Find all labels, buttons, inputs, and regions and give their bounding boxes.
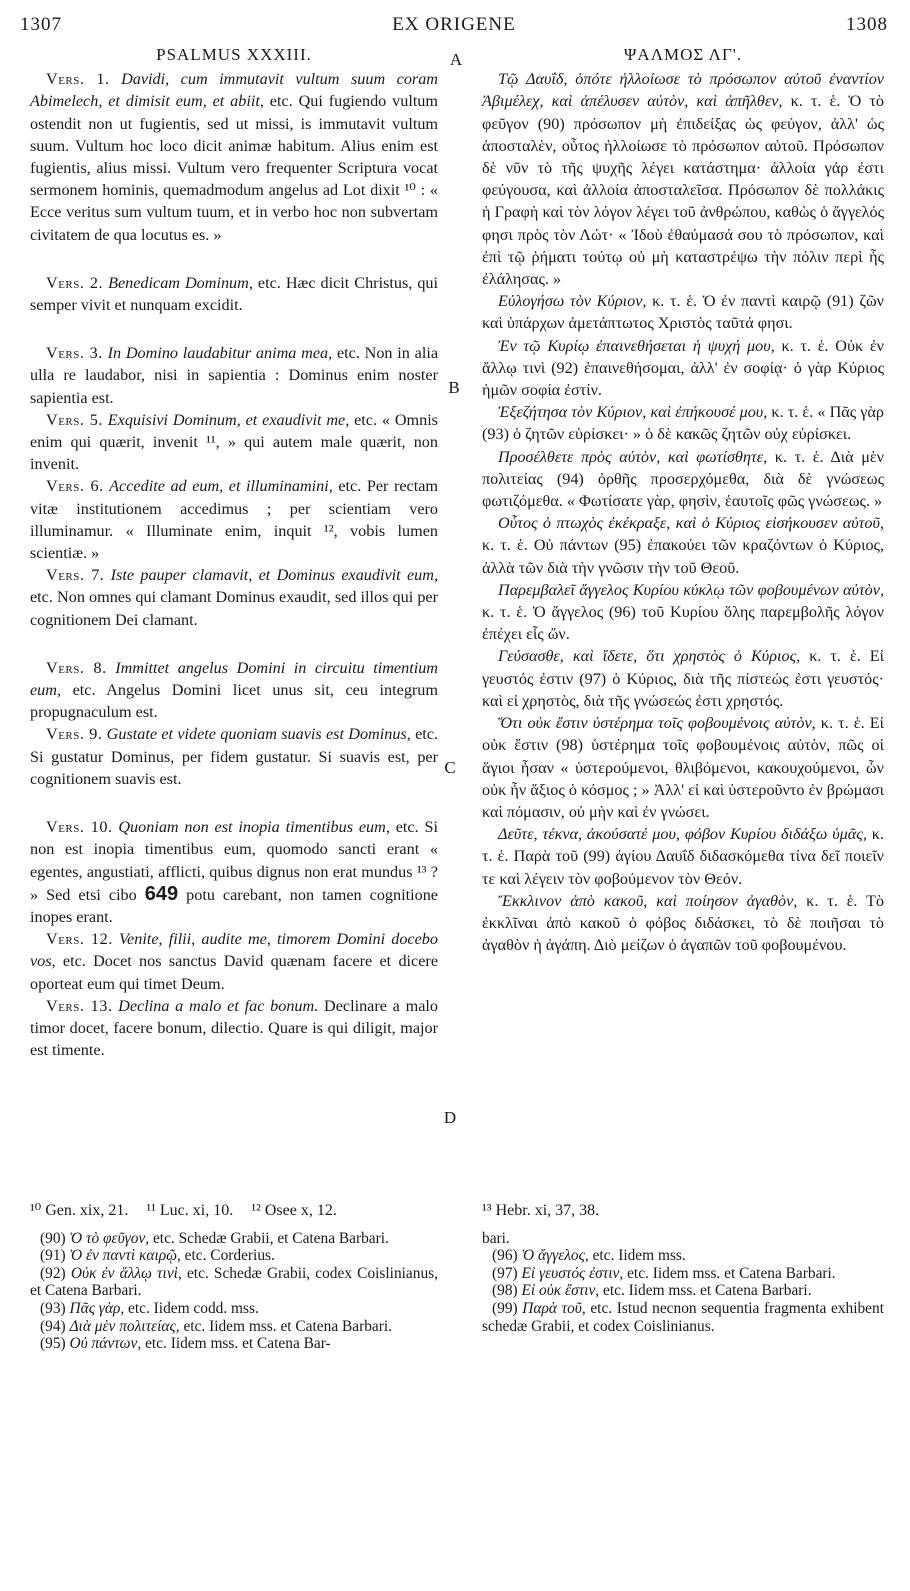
scripture-ref: ¹¹ Luc. xi, 10.: [146, 1202, 234, 1219]
footnote-text: etc. Corderius.: [180, 1247, 275, 1265]
footnote-text: etc. Iidem mss. et Catena Barbari.: [179, 1317, 392, 1335]
greek-paragraph: [482, 823, 884, 890]
verse-lemma: Davidi, cum immutavit vultum suum coram Abimelech, et dimisit eum, et abiit,: [30, 70, 439, 111]
commentary-text: potu carebant, non tamen cognitione inopes erant.: [30, 885, 438, 926]
verse-lemma: Venite, filii, audite me, timorem Domini docebo vos,: [30, 930, 438, 971]
footnote-number: (97): [492, 1264, 518, 1282]
footnote-text: etc. Iidem mss.: [588, 1247, 686, 1265]
verse-lemma: Ἐν τῷ Κυρίῳ ἐπαινεθήσεται ἡ ψυχή μου,: [498, 336, 775, 355]
commentary-text: etc. Qui fugiendo vultum ostendit non ut fugientis, sed ut missi, is immutavit vultum suum. Vultum hoc loco dicit animæ habitum. Alius enim est fugientis, alius missi. Vultum vero frequenter Scriptura vocat sermonem hominis, quemadmodum angelus ad Lot dixit ¹⁰ : « Ecce veritus sum vultum tuum, et in verbo hoc non subvertam civitatem de qua locutus es. »: [30, 92, 438, 244]
verse-lemma: In Domino laudabitur anima mea,: [107, 344, 333, 363]
footnote: [482, 1282, 884, 1300]
verse-lemma: Ὅτι οὐκ ἔστιν ὑστέρημα τοῖς φοβουμένοις αὐτὸν,: [498, 714, 816, 733]
commentary-text: etc. « Omnis enim qui quærit, invenit ¹¹, » qui autem male quærit, non invenit.: [30, 410, 438, 474]
latin-paragraph: [30, 928, 438, 995]
greek-paragraph: [482, 890, 884, 957]
footnote: [30, 1247, 438, 1265]
footnote-lemma: Ὁ ἐν παντὶ καιρῷ,: [69, 1247, 181, 1265]
commentary-text: etc. Non in alia ulla re laudabor, nisi in sapientia : Dominus enim noster sapientia est.: [30, 344, 439, 407]
commentary-text: κ. τ. ἑ. Ὁ ἄγγελος (96) τοῦ Κυρίου ὅλης παρεμβολῆς λόγον ἐπέχει εἷς ὤν.: [482, 603, 884, 644]
footnote-lemma: Ὁ ἄγγελος,: [521, 1247, 589, 1265]
running-title: EX ORIGENE: [392, 14, 516, 35]
footnote-lemma: Διὰ μὲν πολιτείας,: [69, 1317, 180, 1335]
latin-paragraph: [30, 68, 438, 246]
footnote-text: etc. Iidem mss. et Catena Bar-: [141, 1335, 331, 1353]
commentary-text: etc. Docet nos sanctus David quænam facere et dicere oporteat eum qui timet Deum.: [30, 952, 438, 993]
footnote: [30, 1318, 438, 1336]
verse-lemma: Δεῦτε, τέκνα, ἀκούσατέ μου, φόβον Κυρίου διδάξω ὑμᾶς,: [498, 825, 867, 844]
footnote: [30, 1230, 438, 1248]
footnote-text: etc. Istud necnon sequentia fragmenta exhibent schedæ Grabii, et codex Coislinianus.: [482, 1299, 884, 1335]
verse-lemma: Benedicam Dominum,: [108, 273, 253, 292]
greek-paragraph: [482, 512, 884, 579]
greek-paragraph: [482, 401, 884, 445]
verse-lemma: Οὗτος ὁ πτωχὸς ἐκέκραξε, καὶ ὁ Κύριος εἰσήκουσεν αὐτοῦ,: [498, 514, 884, 533]
verse-lemma: Γεύσασθε, καὶ ἴδετε, ὅτι χρηστὸς ὁ Κύριος,: [498, 647, 801, 666]
commentary-text: etc. Non omnes qui clamant Dominus exaudit, sed illos qui per cognitionem Dei clamant.: [30, 588, 438, 629]
commentary-text: etc. Per rectam vitæ institutionem accedimus ; per scientiam vero illuminamur. « Illuminate enim, inquit ¹², vobis lumen scientiæ. »: [30, 477, 438, 563]
footnote-number: (96): [492, 1247, 518, 1265]
latin-paragraph: [30, 816, 438, 928]
verse-label: Vers. 3.: [46, 344, 103, 363]
footnote: [482, 1265, 884, 1283]
footnote-number: (90): [40, 1229, 66, 1247]
commentary-text: κ. τ. ἑ. Εἰ οὐκ ἔστιν (98) ὑστέρημα τοῖς φοβουμένοις αὐτὸν, πῶς οἱ ἅγιοι ἦσαν « ὑστερούμενοι, θλιβόμενοι, κακουχούμενοι, ὧν οὐκ ἦν ἄξιος ὁ κόσμος ; » Ἀλλ' εἰ καὶ ὑστεροῦντο ἐν βρώμασι καὶ πόμασιν, οὐ μὴν καὶ ἐν γνώσει.: [482, 714, 884, 821]
page-number-right: 1308: [846, 14, 888, 35]
footnote: [30, 1335, 438, 1353]
footnotes-left: [30, 1202, 438, 1353]
latin-paragraph: [30, 342, 438, 409]
footnote-lemma: Εἰ γευστός ἐστιν,: [521, 1264, 624, 1282]
verse-label: Vers. 1.: [46, 70, 110, 89]
commentary-text: etc. Si non est inopia timentibus eum, quomodo sancti erant « egentes, angustiati, afflicti, quibus dignus non erat mundus ¹³ ? » Sed etsi cibo: [30, 818, 439, 904]
scripture-refs: [30, 1202, 438, 1220]
latin-paragraph: [30, 723, 438, 790]
scripture-ref: ¹³ Hebr. xi, 37, 38.: [482, 1202, 600, 1219]
footnote-number: (95): [40, 1335, 66, 1353]
verse-lemma: Εὐλογήσω τὸν Κύριον,: [498, 292, 647, 311]
footnote: [30, 1265, 438, 1300]
footnote-number: (99): [492, 1299, 518, 1317]
greek-paragraph: [482, 712, 884, 823]
commentary-text: κ. τ. ἑ. Εἰ γευστός ἐστιν (97) ὁ Κύριος, διὰ τῆς πίστεώς ἐστι γευστός· καὶ εἰ χρηστὸς, διὰ τῆς γνώσεώς ἐστι χρηστός.: [482, 647, 884, 710]
commentary-text: κ. τ. ἑ. Διὰ μὲν πολιτείας (94) ὀρθῆς προσερχόμεθα, διὰ δὲ γνώσεως φωτιζόμεθα. « Φωτίσατε γὰρ, φησὶν, ἑαυτοῖς φῶς γνώσεως. »: [482, 447, 885, 511]
greek-paragraph: [482, 335, 884, 402]
commentary-text: etc. Si gustatur Dominus, per fidem gustatur. Si suavis est, per cognitionem suavis est.: [30, 725, 438, 788]
commentary-text: etc. Hæc dicit Christus, qui semper vivit et nunquam excidit.: [30, 273, 439, 315]
commentary-text: κ. τ. ἑ. Οὐκ ἐν ἄλλῳ τινὶ (92) ἐπαινεθήσομαι, ἀλλ' ἐν σοφίᾳ· ὁ γὰρ Κύριος ἡμῶν σοφία ἐστίν.: [482, 336, 884, 400]
commentary-text: κ. τ. ἑ. Παρὰ τοῦ (99) ἁγίου Δαυΐδ διδασκόμεθα τίνα δεῖ ποιεῖν τε καὶ λέγειν τὸν φοβούμενον τὸν Θεόν.: [482, 825, 884, 888]
greek-column: [482, 44, 884, 956]
verse-lemma: Παρεμβαλεῖ ἄγγελος Κυρίου κύκλῳ τῶν φοβουμένων αὐτὸν,: [498, 580, 884, 599]
footnote: [482, 1300, 884, 1335]
footnote-text: etc. Iidem mss. et Catena Barbari.: [599, 1282, 812, 1300]
verse-label: Vers. 12.: [46, 930, 113, 949]
verse-lemma: Exquisivi Dominum, et exaudivit me,: [107, 410, 350, 429]
verse-lemma: Accedite ad eum, et illuminamini,: [109, 477, 333, 496]
verse-label: Vers. 7.: [46, 566, 105, 585]
scripture-refs: [482, 1202, 884, 1220]
greek-paragraph: [482, 446, 884, 513]
verse-label: Vers. 13.: [46, 996, 113, 1015]
verse-lemma: Immittet angelus Domini in circuitu timentium eum,: [30, 658, 438, 700]
verse-lemma: Iste pauper clamavit, et Dominus exaudivit eum,: [110, 566, 438, 585]
footnote-lemma: Εἰ οὐκ ἔστιν,: [521, 1282, 600, 1300]
verse-lemma: Ἔκκλινον ἀπὸ κακοῦ, καὶ ποίησον ἀγαθὸν,: [498, 891, 798, 910]
verse-label: Vers. 6.: [46, 477, 104, 496]
scripture-ref: ¹⁰ Gen. xix, 21.: [30, 1202, 129, 1219]
footnote-text: etc. Iidem mss. et Catena Barbari.: [623, 1264, 836, 1282]
footnote-text: bari.: [482, 1229, 510, 1247]
page-number-left: 1307: [20, 14, 62, 35]
footnote-number: (94): [40, 1317, 66, 1335]
commentary-text: etc. Angelus Domini licet unus sit, ceu integrum propugnaculum est.: [30, 681, 438, 722]
latin-paragraph: [30, 475, 438, 564]
footnote-lemma: Ὁ τὸ φεῦγον,: [69, 1229, 150, 1247]
latin-paragraph: [30, 409, 438, 476]
commentary-text: κ. τ. ἑ. Ὁ ἐν παντὶ καιρῷ (91) ζῶν καὶ ὑπάρχων ἀμετάπτωτος Χριστὸς ταῦτά φησι.: [482, 292, 884, 333]
footnote: [482, 1247, 884, 1265]
greek-paragraph: [482, 290, 884, 334]
commentary-text: κ. τ. ἑ. Οὐ πάντων (95) ἐπακούει τῶν κραζόντων ὁ Κύριος, ἀλλὰ τῶν διὰ τὴν γνῶσιν τὴν τοῦ Θεοῦ.: [482, 536, 884, 577]
verse-label: Vers. 10.: [46, 818, 113, 837]
latin-paragraph: [30, 272, 438, 316]
footnote-lemma: Οὐ πάντων,: [69, 1335, 142, 1353]
verse-lemma: Quoniam non est inopia timentibus eum,: [118, 818, 390, 837]
footnote-number: (92): [40, 1264, 66, 1282]
verse-lemma: Ἐξεζήτησα τὸν Κύριον, καὶ ἐπήκουσέ μου,: [498, 403, 768, 422]
commentary-text: κ. τ. ἑ. Τὸ ἐκκλῖναι ἀπὸ κακοῦ ὁ φόβος διδάσκει, τὸ δὲ ποιῆσαι τὸ ἀγαθὸν ἡ ἀγάπη. Διὸ μείζων ὁ ἀγαπῶν τοῦ φοβουμένου.: [482, 891, 884, 955]
greek-paragraph: [482, 645, 884, 712]
commentary-text: κ. τ. ἑ. Ὁ τὸ φεῦγον (90) πρόσωπον μὴ ἐπιδείξας ὡς φεύγον, ἀλλ' ὡς ἀποσταλὲν, οὗτος ἠλλοίωσε τὸ πρόσωπον αὐτοῦ. Πρόσωπον δὲ νῦν τὸ τῆς ψυχῆς λέγει κατάστημα· ἀλλοία γάρ ἐστι φεύγουσα, καὶ ἀλλοία ἀποσταλεῖσα. Πρόσωπον δὲ πολλάκις ἡ Γραφὴ καὶ τὸν λόγον λέγει τοῦ ἀνθρώπου, καθὼς ὁ ἄγγελός φησι πρὸς τὸν Λώτ· « Ἰδοὺ ἐθαύμασά σου τὸ πρόσωπον, καὶ ἐπὶ τῷ ῥήματι τούτῳ οὐ μὴ καταστρέψω τὴν πόλιν περὶ ἧς ἐλάλησας. »: [482, 92, 884, 289]
latin-paragraph: [30, 657, 438, 724]
verse-label: Vers. 9.: [46, 725, 103, 744]
footnote-number: (91): [40, 1247, 66, 1265]
footnote-lemma: Παρὰ τοῦ,: [522, 1299, 586, 1317]
footnote-lemma: Οὐκ ἐν ἄλλῳ τινὶ,: [70, 1264, 182, 1282]
footnote: [30, 1300, 438, 1318]
verse-lemma: Προσέλθετε πρὸς αὐτὸν, καὶ φωτίσθητε,: [498, 447, 768, 466]
latin-column: [30, 44, 438, 1061]
running-head: [20, 14, 888, 40]
footnotes-right: [482, 1202, 884, 1335]
verse-label: Vers. 2.: [46, 273, 104, 292]
footnote-text: etc. Schedæ Grabii, et Catena Barbari.: [149, 1229, 389, 1247]
footnote-number: (98): [492, 1282, 518, 1300]
commentary-text: κ. τ. ἑ. « Πᾶς γὰρ (93) ὁ ζητῶν εὑρίσκει· » ὁ δὲ κακῶς ζητῶν οὐχ εὑρίσκει.: [482, 403, 884, 444]
latin-psalm-title: PSALMUS XXXIII.: [156, 45, 312, 64]
footnote-text: etc. Schedæ Grabii, codex Coislinianus, et Catena Barbari.: [30, 1264, 438, 1300]
greek-paragraph: [482, 68, 884, 290]
margin-letter-a: A: [449, 50, 463, 69]
verse-label: Vers. 8.: [46, 658, 107, 677]
footnote-lemma: Πᾶς γὰρ,: [69, 1299, 125, 1317]
greek-psalm-title: ΨΑΛΜΟΣ ΛΓ'.: [623, 45, 743, 64]
margin-letter-d: D: [443, 1108, 457, 1127]
margin-letter-c: C: [444, 758, 456, 777]
footnote-text: etc. Iidem codd. mss.: [124, 1299, 259, 1317]
commentary-text: Declinare a malo timor docet, facere bonum, dilectio. Quare is qui diligit, major est timente.: [30, 996, 438, 1060]
greek-paragraph: [482, 579, 884, 646]
margin-letter-b: B: [448, 378, 460, 397]
verse-lemma: Τῷ Δαυΐδ, ὁπότε ἠλλοίωσε τὸ πρόσωπον αὐτοῦ ἐναντίον Ἀβιμέλεχ, καὶ ἀπέλυσεν αὐτὸν, καὶ ἀπῆλθεν,: [482, 70, 884, 111]
latin-paragraph: [30, 995, 438, 1062]
column-number: 649: [144, 882, 179, 905]
footnote: [482, 1230, 884, 1248]
footnote-number: (93): [40, 1299, 66, 1317]
verse-lemma: Gustate et videte quoniam suavis est Dominus,: [106, 725, 411, 744]
scripture-ref: ¹² Osee x, 12.: [251, 1202, 337, 1219]
verse-label: Vers. 5.: [46, 410, 103, 429]
latin-paragraph: [30, 564, 438, 631]
verse-lemma: Declina a malo et fac bonum.: [118, 996, 319, 1015]
